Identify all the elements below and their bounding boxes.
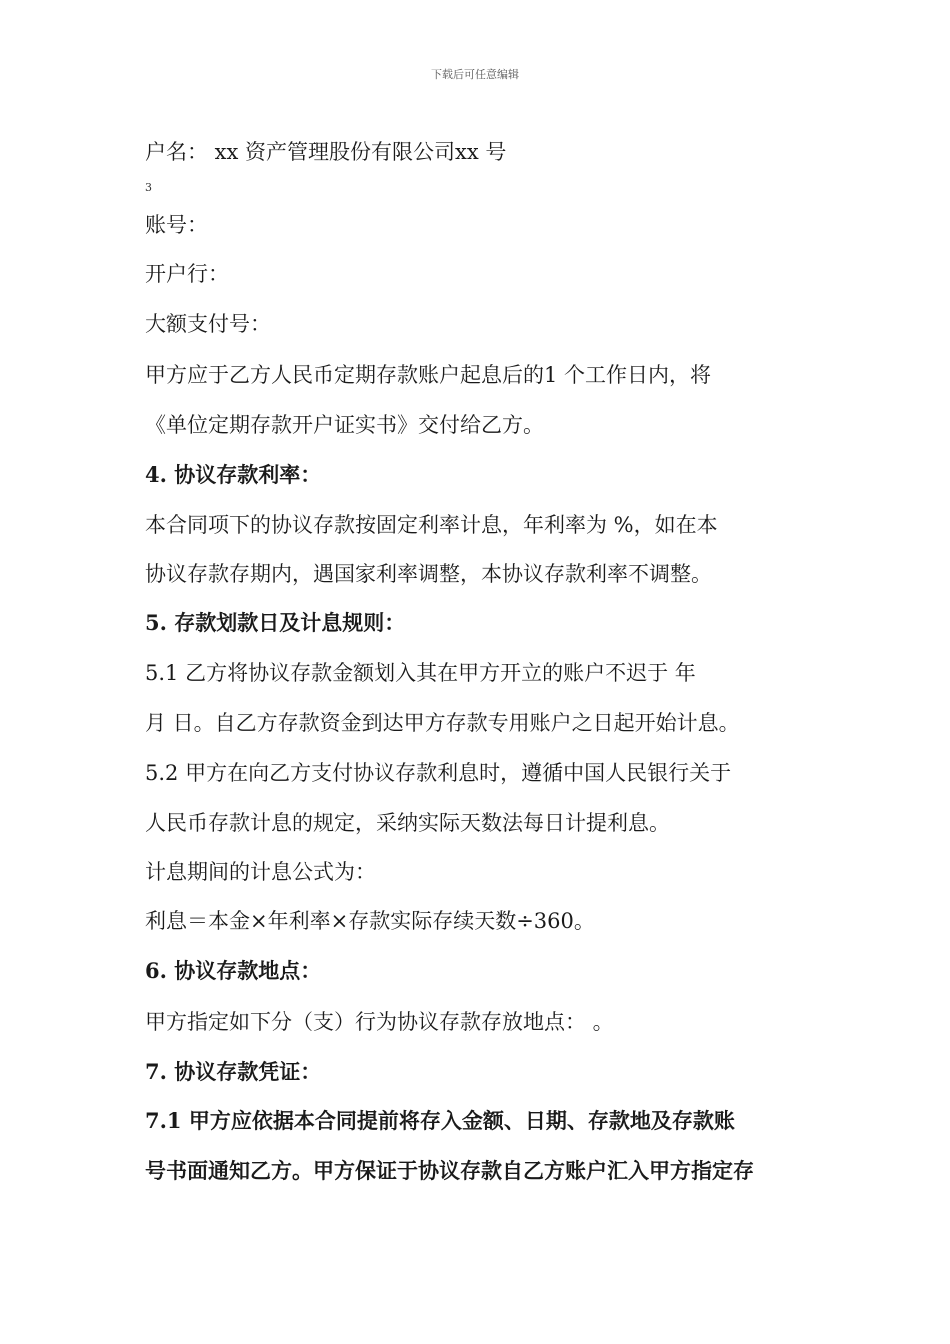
payment-number-line: 大额支付号： [145,312,271,336]
paragraph-line: 号书面通知乙方。甲方保证于协议存款自乙方账户汇入甲方指定存 [145,1158,754,1183]
paragraph-line: 人民币存款计息的规定，采纳实际天数法每日计提利息。 [145,811,670,835]
section-4-title: 4. 协议存款利率： [145,462,322,487]
paragraph-line: 5.1 乙方将协议存款金额划入其在甲方开立的账户不迟于 年 [145,661,696,685]
section-6-title: 6. 协议存款地点： [145,958,322,983]
paragraph-line: 《单位定期存款开户证实书》交付给乙方。 [145,413,544,437]
paragraph-line: 协议存款存期内，遇国家利率调整，本协议存款利率不调整。 [145,562,712,586]
formula: 利息＝本金×年利率×存款实际存续天数÷360。 [145,909,595,933]
paragraph-line: 甲方指定如下分（支）行为协议存款存放地点： 。 [145,1010,614,1034]
paragraph-line: 7.1 甲方应依据本合同提前将存入金额、日期、存款地及存款账 [145,1108,735,1133]
formula-label: 计息期间的计息公式为： [145,860,376,884]
paragraph-line: 5.2 甲方在向乙方支付协议存款利息时，遵循中国人民银行关于 [145,761,732,785]
paragraph-line: 本合同项下的协议存款按固定利率计息，年利率为 %，如在本 [145,513,718,537]
account-number-line: 账号： [145,213,208,237]
paragraph-line: 月 日。自乙方存款资金到达甲方存款专用账户之日起开始计息。 [145,711,740,735]
page-header-note: 下载后可任意编辑 [431,68,519,81]
paragraph-line: 甲方应于乙方人民币定期存款账户起息后的1 个工作日内，将 [145,363,712,387]
section-5-title: 5. 存款划款日及计息规则： [145,610,406,635]
section-7-title: 7. 协议存款凭证： [145,1059,322,1084]
footnote-number: 3 [145,181,152,194]
account-name-line: 户名： xx 资产管理股份有限公司xx 号 [145,140,507,164]
bank-line: 开户行： [145,262,229,286]
